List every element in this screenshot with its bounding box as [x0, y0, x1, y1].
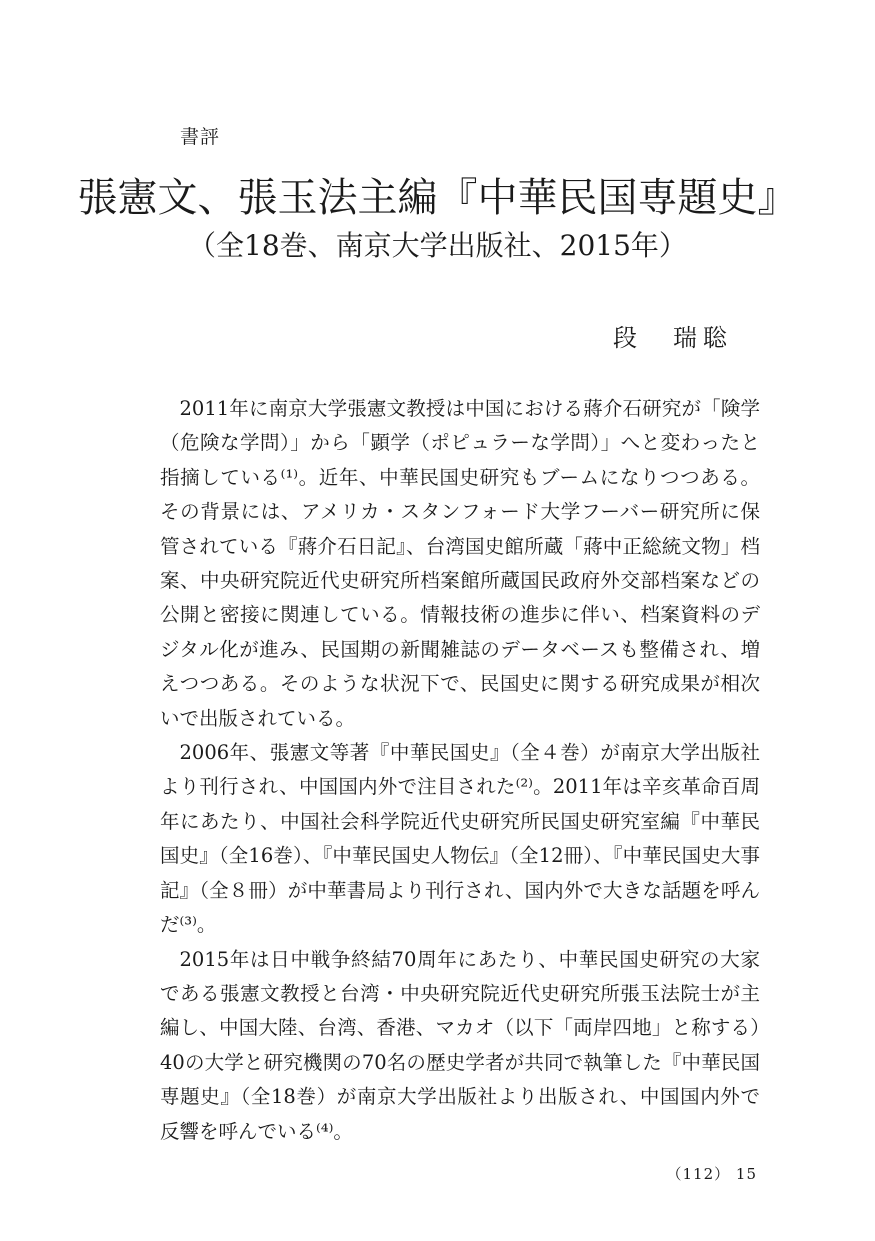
- author-name: 段 瑞聡: [613, 324, 733, 352]
- body-paragraph: 2011年に南京大学張憲文教授は中国における蔣介石研究が「険学（危険な学問）」から「顕学（ポピュラーな学問）」へと変わったと指摘している⁽¹⁾。近年、中華民国史研究もブームになりつつある。その背景には、アメリカ・スタンフォード大学フーバー研究所に保管されている『蔣介石日記』、台湾国史館所蔵「蔣中正総統文物」档案、中央研究院近代史研究所档案館所蔵国民政府外交部档案などの公開と密接に関連している。情報技術の進歩に伴い、档案資料のデジタル化が進み、民国期の新聞雑誌のデータベースも整備され、増えつつある。そのような状況下で、民国史に関する研究成果が相次いで出版されている。: [160, 397, 760, 730]
- body-paragraph: 2006年、張憲文等著『中華民国史』（全４巻）が南京大学出版社より刊行され、中国国内外で注目された⁽²⁾。2011年は辛亥革命百周年にあたり、中国社会科学院近代史研究所民国史研究室編『中華民国史』（全16巻）、『中華民国史人物伝』（全12冊）、『中華民国史大事記』（全８冊）が中華書局より刊行され、国内外で大きな話題を呼んだ⁽³⁾。: [160, 741, 760, 937]
- article-subtitle: （全18巻、南京大学出版社、2015年）: [188, 229, 687, 262]
- article-title: 張憲文、張玉法主編『中華民国専題史』: [77, 175, 798, 221]
- page-number: （112） 15: [666, 1165, 757, 1183]
- article-body: [160, 392, 760, 1149]
- section-label: 書評: [180, 126, 221, 148]
- body-paragraph: 2015年は日中戦争終結70周年にあたり、中華民国史研究の大家である張憲文教授と台湾・中央研究院近代史研究所張玉法院士が主編し、中国大陸、台湾、香港、マカオ（以下「両岸四地」と称する）40の大学と研究機関の70名の歴史学者が共同で執筆した『中華民国専題史』（全18巻）が南京大学出版社より出版され、中国国内外で反響を呼んでいる⁽⁴⁾。: [160, 947, 760, 1143]
